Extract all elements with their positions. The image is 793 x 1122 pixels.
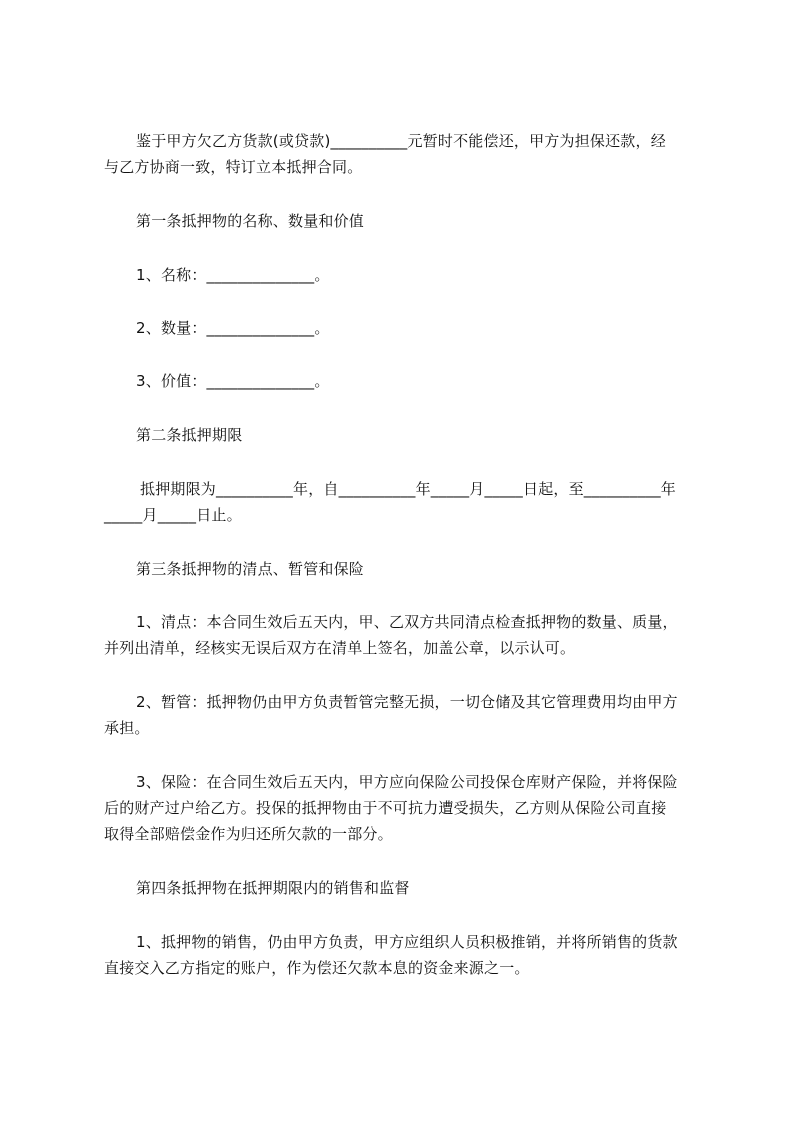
article-2-line-2: _____月_____日止。 bbox=[104, 506, 242, 524]
article-1-item-name: 1、名称：______________。 bbox=[136, 266, 330, 284]
article-4-item-1-line-1: 1、抵押物的销售，仍由甲方负责，甲方应组织人员积极推销，并将所销售的货款 bbox=[136, 933, 678, 951]
article-4-heading: 第四条抵押物在抵押期限内的销售和监督 bbox=[136, 879, 410, 897]
article-3-item-1-line-2: 并列出清单，经核实无误后双方在清单上签名，加盖公章，以示认可。 bbox=[104, 639, 576, 657]
article-4-item-1-line-2: 直接交入乙方指定的账户，作为偿还欠款本息的资金来源之一。 bbox=[104, 959, 530, 977]
article-3-item-1-line-1: 1、清点：本合同生效后五天内，甲、乙双方共同清点检查抵押物的数量、质量， bbox=[136, 613, 678, 631]
article-3-item-3-line-3: 取得全部赔偿金作为归还所欠款的一部分。 bbox=[104, 825, 393, 843]
intro-line-1: 鉴于甲方欠乙方货款(或贷款)__________元暂时不能偿还，甲方为担保还款，经 bbox=[136, 132, 666, 150]
article-2-heading: 第二条抵押期限 bbox=[136, 426, 243, 444]
article-3-item-2-line-1: 2、暂管：抵押物仍由甲方负责暂管完整无损，一切仓储及其它管理费用均由甲方 bbox=[136, 693, 678, 711]
article-3-heading: 第三条抵押物的清点、暂管和保险 bbox=[136, 560, 365, 578]
article-1-item-value: 3、价值：______________。 bbox=[136, 372, 330, 390]
article-3-item-2-line-2: 承担。 bbox=[104, 719, 150, 737]
article-1-item-quantity: 2、数量：______________。 bbox=[136, 319, 330, 337]
article-2-line-1: 抵押期限为__________年，自__________年_____月_____日起，至__________年 bbox=[140, 480, 677, 498]
article-3-item-3-line-1: 3、保险：在合同生效后五天内，甲方应向保险公司投保仓库财产保险，并将保险 bbox=[136, 773, 678, 791]
intro-line-2: 与乙方协商一致，特订立本抵押合同。 bbox=[104, 158, 363, 176]
article-1-heading: 第一条抵押物的名称、数量和价值 bbox=[136, 212, 365, 230]
article-3-item-3-line-2: 后的财产过户给乙方。投保的抵押物由于不可抗力遭受损失，乙方则从保险公司直接 bbox=[104, 799, 667, 817]
